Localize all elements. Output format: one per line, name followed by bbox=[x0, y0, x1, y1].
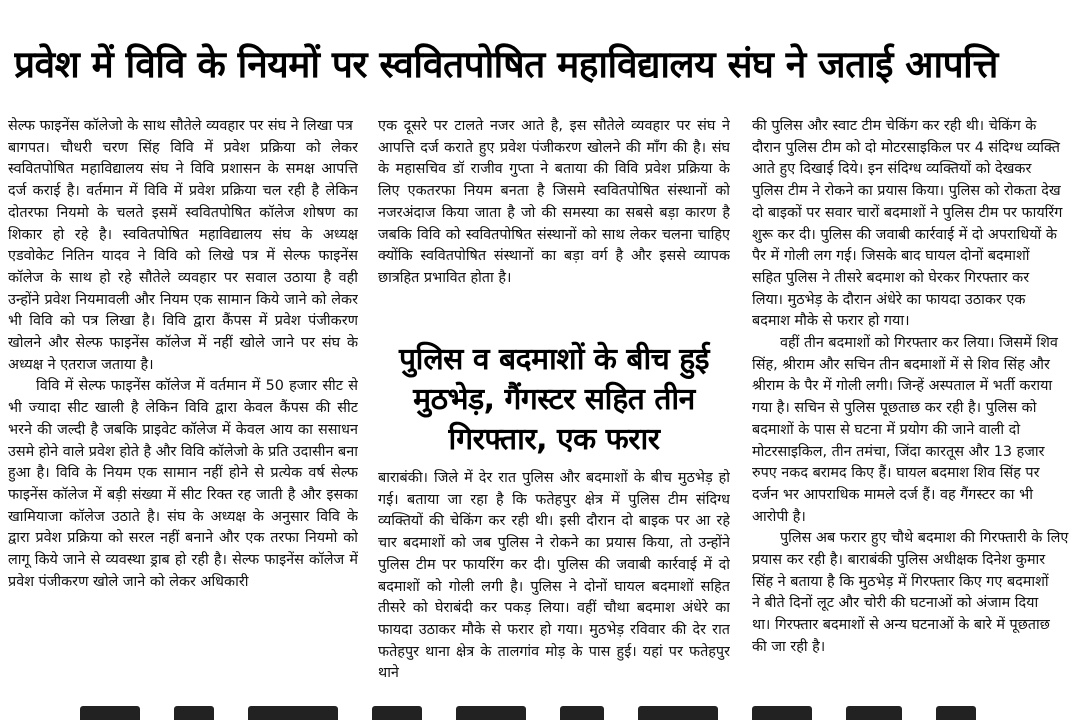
article-subheading: सेल्फ फाइनेंस कॉलेजो के साथ सौतेले व्यवहार पर संघ ने लिखा पत्र bbox=[8, 118, 353, 134]
text-line: की जा रही है। bbox=[752, 638, 826, 655]
text-line: आते हुए दिखाई दिये। इन संदिग्ध व्यक्तियों को देखकर bbox=[752, 161, 1032, 178]
text-line: रुपए नकद बरामद किए हैं। घायल बदमाश शिव सिंह पर bbox=[752, 465, 1040, 482]
article-column-1 bbox=[8, 116, 358, 712]
second-article-headline: पुलिस व बदमाशों के बीच हुई मुठभेड़, गैंगस्टर सहित तीन गिरफ्तार, एक फरार bbox=[399, 342, 709, 457]
cropped-next-headline bbox=[0, 706, 1080, 720]
article-paragraph: बागपत। चौधरी चरण सिंह विवि में प्रवेश प्रक्रिया को लेकर स्ववितपोषित महाविद्यालय संघ ने विवि प्रशासन के समक्ष आपत्ति दर्ज कराई है। वर्तमान में विवि में प्रवेश प्रक्रिया चल रही है लेकिन दोतरफा नियमो के चलते इसमें स्ववितपोषित कॉलेज शोषण का शिकार हो रहे है। स्ववितपोषित महाविद्यालय संघ के अध्यक्ष एडवोकेट नितिन यादव ने विवि को लिखे पत्र में सेल्फ फाइनेंस कॉलेज के साथ हो रहे सौतेले व्यवहार पर सवाल उठाया है वही उन्होंने प्रवेश नियमावली और नियम एक सामान किये जाने को लेकर भी विवि को पत्र लिखा है। विवि द्वारा कैंपस में प्रवेश पंजीकरण खोलने और सेल्फ फाइनेंस कॉलेज में नहीं खोले जाने पर संघ के अध्यक्ष ने एतराज जताया है। bbox=[8, 139, 358, 373]
text-line: प्रयास कर रही है। बाराबंकी पुलिस अधीक्षक दिनेश कुमार bbox=[752, 552, 1046, 569]
text-line: पैर में गोली लग गई। जिसके बाद घायल दोनों बदमाशों bbox=[752, 248, 1030, 265]
text-line: बदमाश मौके से फरार हो गया। bbox=[752, 313, 910, 330]
text-line: सिंह ने बताया है कि मुठभेड़ में गिरफ्तार किए गए बदमाशों bbox=[752, 573, 1049, 590]
article-paragraph: विवि में सेल्फ फाइनेंस कॉलेज में वर्तमान में 50 हजार सीट से भी ज्यादा सीट खाली है लेकिन विवि द्वारा केवल कैंपस की सीट भरने की जल्दी है जबकि प्राइवेट कॉलेज में केवल आय का ससाधन उसमे होने वाले प्रवेश होते है और विवि कॉलेजो के प्रति उदासीन बना हुआ है। विवि के नियम एक सामान नहीं होने से प्रत्येक वर्ष सेल्फ फाइनेंस कॉलेज में बड़ी संख्या में सीट रिक्त रह जाती है और इसका खामियाजा कॉलेज उठाते है। संघ के अध्यक्ष के अनुसार विवि के द्वारा प्रवेश प्रक्रिया को सरल नहीं बनाने और एक तरफा नियमो को लागू किये जाने से व्यवस्था ड्राब हो रही है। सेल्फ फाइनेंस कॉलेज में प्रवेश पंजीकरण खोले जाने को लेकर अधिकारी bbox=[8, 378, 358, 590]
main-headline: प्रवेश में विवि के नियमों पर स्ववितपोषित महाविद्यालय संघ ने जताई आपत्ति bbox=[14, 43, 998, 86]
text-line: दौरान पुलिस टीम को दो मोटरसाइकिल पर 4 संदिग्ध व्यक्ति bbox=[752, 139, 1060, 156]
article-paragraph bbox=[752, 355, 1080, 529]
text-line: था। गिरफ्तार बदमाशों से अन्य घटनाओं के बारे में पूछताछ bbox=[752, 617, 1050, 634]
text-line: गया है। सचिन से पुलिस पूछताछ कर रही है। पुलिस को bbox=[752, 400, 1037, 417]
text-line: दो बाइकों पर सवार चारों बदमाशों ने पुलिस टीम पर फायरिंग bbox=[752, 204, 1063, 221]
text-line: शुरू कर दी। पुलिस की जवाबी कार्रवाई में दो अपराधियों के bbox=[752, 226, 1057, 243]
text-line: पुलिस टीम ने रोकने का प्रयास किया। पुलिस को रोकता देख bbox=[752, 183, 1061, 200]
article-column-2 bbox=[378, 116, 730, 696]
text-line: आरोपी है। bbox=[752, 508, 806, 525]
article-paragraph bbox=[752, 116, 1080, 333]
text-line: श्रीराम के पैर में गोली लगी। जिन्हें अस्पताल में भर्ती कराया bbox=[752, 378, 1053, 395]
article-column-3 bbox=[752, 116, 1080, 696]
text-line: बदमाशों के पास से घटना में प्रयोग की जाने वाली दो bbox=[752, 421, 1021, 438]
article-paragraph bbox=[752, 528, 1080, 550]
text-line: लिया। मुठभेड़ के दौरान अंधेरे का फायदा उठाकर एक bbox=[752, 291, 1026, 308]
article-paragraph bbox=[752, 550, 1080, 659]
text-line: सिंह, श्रीराम और सचिन तीन बदमाशों में से शिव सिंह और bbox=[752, 356, 1050, 373]
article-paragraph-continued: एक दूसरे पर टालते नजर आते है, इस सौतेले व्यवहार पर संघ ने आपत्ति दर्ज कराते हुए प्रवेश पंजीकरण खोलने की माँग की है। संघ के महासचिव डॉ राजीव गुप्ता ने बताया की विवि प्रवेश प्रक्रिया के लिए एकतरफा नियम बनता है जिसमे स्ववितपोषित संस्थानों को नजरअंदाज किया जाता है जो की समस्या का सबसे बड़ा कारण है जबकि विवि को स्ववितपोषित संस्थानों को साथ लेकर चलना चाहिए क्योंकि स्ववितपोषित संस्थानों का बड़ा वर्ग है और इससे व्यापक छात्रहित प्रभावित होता है। bbox=[378, 118, 730, 286]
article-paragraph bbox=[752, 333, 1080, 355]
text-line: मोटरसाइकिल, तीन तमंचा, जिंदा कारतूस और 13 हजार bbox=[752, 443, 1045, 460]
text-line: दर्जन भर आपराधिक मामले दर्ज हैं। वह गैंगस्टर का भी bbox=[752, 486, 1033, 503]
text-line: ने बीते दिनों लूट और चोरी की घटनाओं को अंजाम दिया bbox=[752, 595, 1039, 612]
text-line: की पुलिस और स्वाट टीम चेकिंग कर रही थी। चेकिंग के bbox=[752, 118, 1037, 134]
text-line: पुलिस अब फरार हुए चौथे बदमाश की गिरफ्तारी के लिए bbox=[780, 530, 1069, 547]
article-paragraph: बाराबंकी। जिले में देर रात पुलिस और बदमाशों के बीच मुठभेड़ हो गई। बताया जा रहा है कि फतेहपुर क्षेत्र में पुलिस टीम संदिग्ध व्यक्तियों की चेकिंग कर रही थी। इसी दौरान दो बाइक पर आ रहे चार बदमाशों को जब पुलिस ने रोकने का प्रयास किया, तो उन्होंने पुलिस टीम पर फायरिंग कर दी। पुलिस की जवाबी कार्रवाई में दो बदमाशों को गोली लगी है। पुलिस ने दोनों घायल बदमाशों सहित तीसरे को घेराबंदी कर पकड़ लिया। वहीं चौथा बदमाश अंधेरे का फायदा उठाकर मौके से फरार हो गया। मुठभेड़ रविवार की देर रात फतेहपुर थाना क्षेत्र के तालगांव मोड़ के पास हुई। यहां पर फतेहपुर थाने bbox=[378, 470, 730, 682]
text-line: सहित पुलिस ने तीसरे बदमाश को घेरकर गिरफ्तार कर bbox=[752, 269, 1030, 286]
text-line: वहीं तीन बदमाशों को गिरफ्तार कर लिया। जिसमें शिव bbox=[780, 335, 1058, 352]
